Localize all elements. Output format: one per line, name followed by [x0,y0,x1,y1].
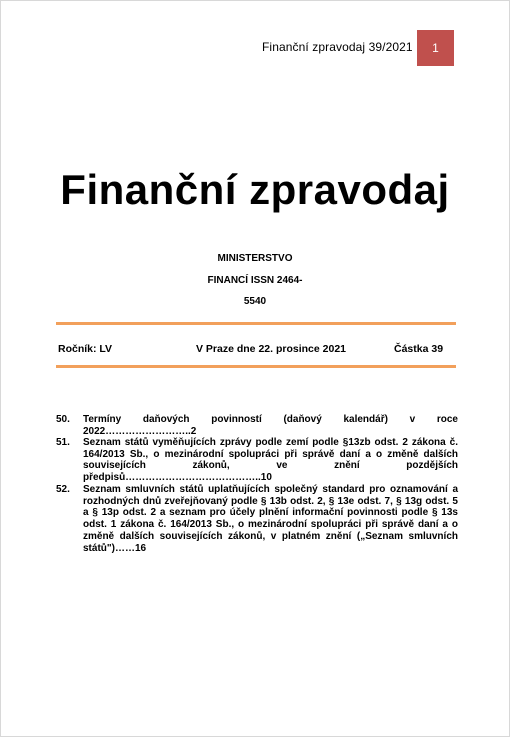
toc-item[interactable] [56,484,458,554]
toc-item[interactable] [56,437,458,484]
page-number-box [417,30,454,66]
toc-item[interactable] [56,414,458,437]
ministry-line-3: 5540 [243,296,267,307]
toc-item-text: Seznam států vyměňujících zprávy podle zemí podle §13zb odst. 2 zákona č. 164/2013 Sb., o mezinárodní spolupráci při správě daní a o změně dalších souvisejících zákonů, ve znění pozdějších předpisů…………………………………..10 [83,437,458,484]
issue-label: Částka 39 [394,343,444,355]
bottom-divider [56,365,456,368]
page-number: 1 [432,41,439,55]
toc-item-number: 51. [56,437,70,448]
ministry-line-1: MINISTERSTVO [217,253,293,264]
toc-item-text: Termíny daňových povinností (daňový kalendář) v roce 2022……………………..2 [83,414,458,437]
ministry-line-2: FINANCÍ ISSN 2464- [207,274,303,286]
toc-item-text: Seznam smluvních států uplatňujících společný standard pro oznamování a rozhodných dnů zveřejňovaný podle § 13b odst. 2, § 13e odst. 7, § 13g odst. 5 a § 13p odst. 2 a seznam pro účely plnění informační povinnosti podle § 13s odst. 1 zákona č. 164/2013 Sb., o mezinárodní spolupráci při správě daní a o změně dalších souvisejících zákonů, v platném znění („Seznam smluvních států")……16 [83,484,458,554]
toc-item-number: 52. [56,484,70,495]
running-header: Finanční zpravodaj 39/2021 [262,40,413,54]
volume-label: Ročník: LV [58,343,113,355]
toc-item-number: 50. [56,414,70,425]
top-divider [56,322,456,325]
place-date: V Praze dne 22. prosince 2021 [196,343,346,355]
ministry-block [0,248,510,313]
document-title: Finanční zpravodaj [60,166,450,213]
